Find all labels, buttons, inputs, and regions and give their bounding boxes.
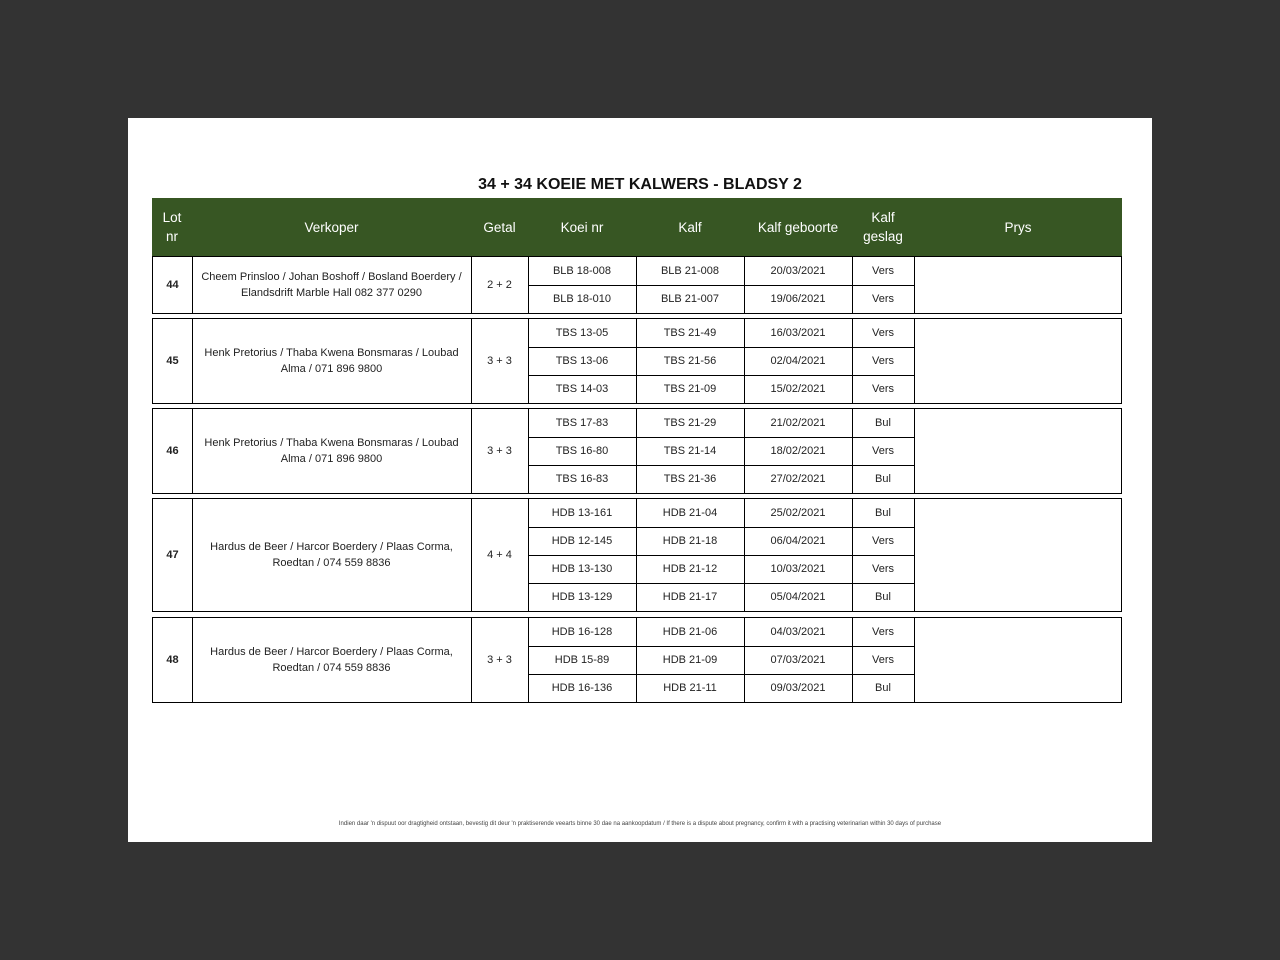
calf-sex: Vers <box>871 293 894 305</box>
cow-number: HDB 13-161 <box>551 507 613 519</box>
calf-number: HDB 21-11 <box>663 682 717 694</box>
calf-sex: Bul <box>875 473 891 485</box>
seller-info: Henk Pretorius / Thaba Kwena Bonsmaras / Loubad Alma / 071 896 9800 <box>204 437 459 465</box>
seller-info: Hardus de Beer / Harcor Boerdery / Plaas Corma, Roedtan / 074 559 8836 <box>210 541 453 569</box>
calf-number: HDB 21-18 <box>662 535 718 547</box>
lot-count: 3 + 3 <box>487 654 512 666</box>
column-divider <box>192 409 193 493</box>
price-cell[interactable] <box>914 257 1121 313</box>
lot-number: 48 <box>166 654 179 666</box>
lot-count: 3 + 3 <box>487 355 512 367</box>
lot-group <box>152 408 1122 494</box>
price-cell[interactable] <box>914 409 1121 493</box>
calf-birth-date: 19/06/2021 <box>770 293 826 305</box>
header-verkoper: Verkoper <box>304 219 359 235</box>
calf-birth-date: 04/03/2021 <box>770 626 826 638</box>
table-header <box>152 198 1122 256</box>
calf-number: HDB 21-06 <box>662 626 718 638</box>
column-divider <box>192 499 193 611</box>
cow-number: TBS 13-06 <box>555 355 609 367</box>
calf-number: HDB 21-12 <box>662 563 718 575</box>
lot-group <box>152 256 1122 314</box>
calf-number: HDB 21-17 <box>662 591 718 603</box>
calf-number: BLB 21-008 <box>660 265 720 277</box>
lot-number: 44 <box>166 279 179 291</box>
calf-birth-date: 02/04/2021 <box>770 355 826 367</box>
lot-count: 4 + 4 <box>487 549 512 561</box>
calf-birth-date: 10/03/2021 <box>770 563 826 575</box>
calf-sex: Vers <box>871 626 894 638</box>
calf-number: TBS 21-09 <box>663 383 717 395</box>
header-kalf-geslag: Kalf geslag <box>863 210 903 244</box>
price-cell[interactable] <box>914 618 1121 702</box>
calf-birth-date: 07/03/2021 <box>770 654 826 666</box>
cow-number: BLB 18-010 <box>552 293 612 305</box>
header-lot-nr: Lot nr <box>162 210 182 244</box>
calf-number: TBS 21-14 <box>663 445 717 457</box>
lot-group <box>152 617 1122 703</box>
cow-number: TBS 17-83 <box>555 417 609 429</box>
cow-number: TBS 13-05 <box>555 327 609 339</box>
calf-birth-date: 20/03/2021 <box>770 265 826 277</box>
cow-number: BLB 18-008 <box>552 265 612 277</box>
calf-number: HDB 21-09 <box>662 654 718 666</box>
header-kalf: Kalf <box>678 219 702 235</box>
calf-sex: Vers <box>871 654 894 666</box>
column-divider <box>192 257 193 313</box>
cow-number: TBS 16-83 <box>555 473 609 485</box>
column-divider <box>192 319 193 403</box>
page-title: 34 + 34 KOEIE MET KALWERS - BLADSY 2 <box>478 176 802 193</box>
cow-number: HDB 16-128 <box>551 626 613 638</box>
header-kalf-geboorte: Kalf geboorte <box>757 219 839 235</box>
lot-number: 45 <box>166 355 179 367</box>
calf-sex: Vers <box>871 327 894 339</box>
calf-birth-date: 16/03/2021 <box>770 327 826 339</box>
calf-number: HDB 21-04 <box>662 507 718 519</box>
calf-sex: Bul <box>875 417 891 429</box>
footer-disclaimer: Indien daar 'n dispuut oor dragtigheid ontstaan, bevestig dit deur 'n praktiserende veearts binne 30 dae na aankoopdatum / If there is a dispute about pregnancy, confirm it with a practising veterinarian within 30 days of purchase <box>338 821 942 827</box>
cow-number: TBS 16-80 <box>555 445 609 457</box>
lot-number: 46 <box>166 445 179 457</box>
calf-number: TBS 21-56 <box>663 355 717 367</box>
calf-number: TBS 21-49 <box>663 327 717 339</box>
cow-number: HDB 13-129 <box>551 591 613 603</box>
calf-sex: Bul <box>875 507 891 519</box>
cow-number: TBS 14-03 <box>555 383 609 395</box>
calf-birth-date: 27/02/2021 <box>770 473 826 485</box>
header-prys: Prys <box>1004 219 1032 235</box>
calf-birth-date: 09/03/2021 <box>770 682 826 694</box>
calf-birth-date: 25/02/2021 <box>770 507 826 519</box>
calf-sex: Vers <box>871 383 894 395</box>
calf-sex: Vers <box>871 535 894 547</box>
cow-number: HDB 15-89 <box>554 654 610 666</box>
calf-birth-date: 18/02/2021 <box>770 445 826 457</box>
calf-sex: Bul <box>875 591 891 603</box>
calf-sex: Vers <box>871 265 894 277</box>
cow-number: HDB 12-145 <box>551 535 613 547</box>
calf-number: TBS 21-36 <box>663 473 717 485</box>
calf-number: BLB 21-007 <box>660 293 720 305</box>
calf-sex: Bul <box>875 682 891 694</box>
seller-info: Cheem Prinsloo / Johan Boshoff / Bosland Boerdery / Elandsdrift Marble Hall 082 377 0290 <box>201 271 462 299</box>
cow-number: HDB 13-130 <box>551 563 613 575</box>
cow-number: HDB 16-136 <box>551 682 613 694</box>
calf-birth-date: 21/02/2021 <box>770 417 826 429</box>
lot-number: 47 <box>166 549 179 561</box>
lot-group <box>152 498 1122 612</box>
calf-number: TBS 21-29 <box>663 417 717 429</box>
calf-sex: Vers <box>871 355 894 367</box>
calf-birth-date: 15/02/2021 <box>770 383 826 395</box>
lot-group <box>152 318 1122 404</box>
calf-sex: Vers <box>871 445 894 457</box>
header-getal: Getal <box>483 219 516 235</box>
header-koei-nr: Koei nr <box>560 219 604 235</box>
lot-count: 2 + 2 <box>487 279 512 291</box>
calf-sex: Vers <box>871 563 894 575</box>
seller-info: Hardus de Beer / Harcor Boerdery / Plaas Corma, Roedtan / 074 559 8836 <box>210 646 453 674</box>
seller-info: Henk Pretorius / Thaba Kwena Bonsmaras / Loubad Alma / 071 896 9800 <box>204 347 459 375</box>
price-cell[interactable] <box>914 499 1121 611</box>
column-divider <box>192 618 193 702</box>
price-cell[interactable] <box>914 319 1121 403</box>
calf-birth-date: 06/04/2021 <box>770 535 826 547</box>
calf-birth-date: 05/04/2021 <box>770 591 826 603</box>
lot-count: 3 + 3 <box>487 445 512 457</box>
